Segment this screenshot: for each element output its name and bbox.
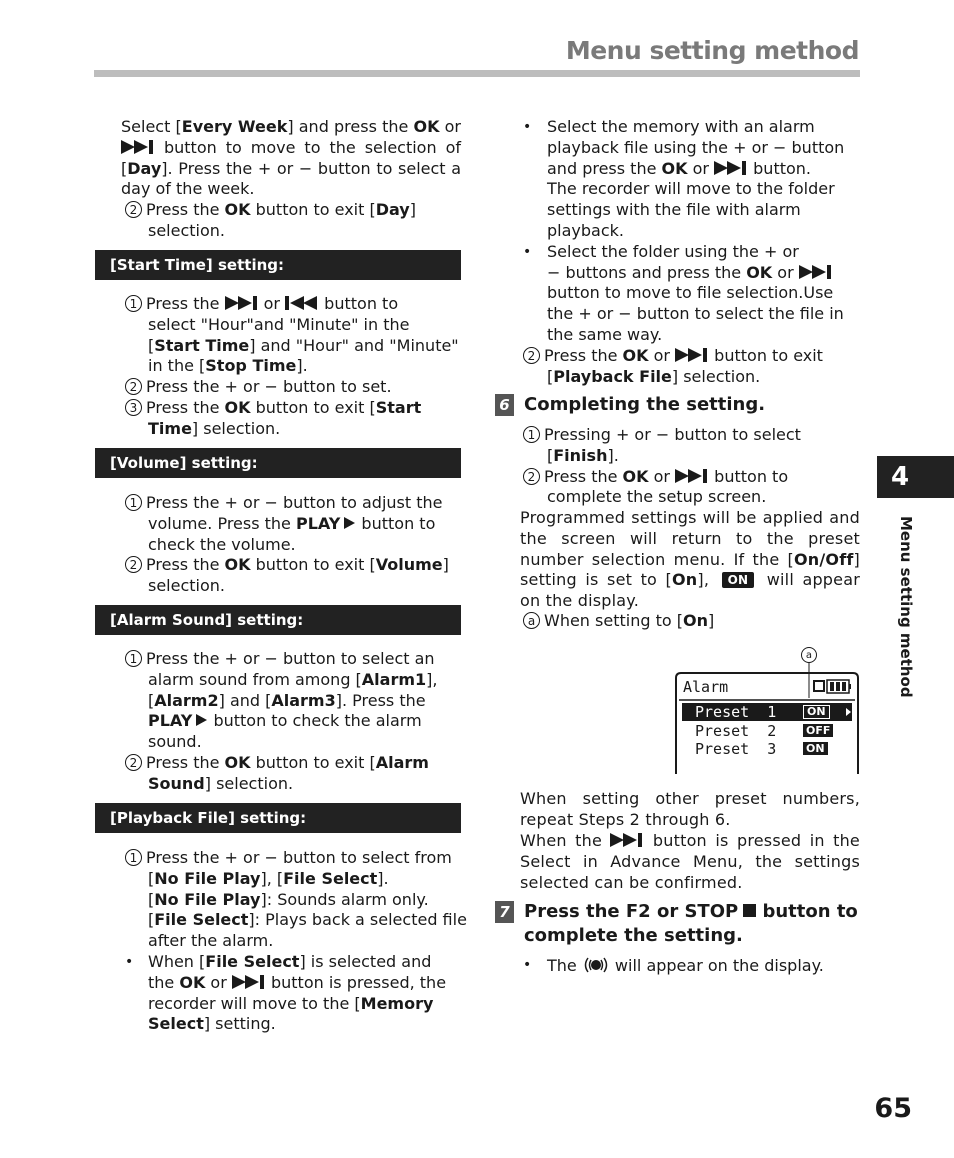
alarm-sound-steps: 1 Press the + or − button to select an alarm sound from among [Alarm1], [Alarm2] and [Alarm3]. Press the PLAY button to check the alarm sound. 2 Press the OK button to exit [Alarm Sound] selection.: [125, 649, 470, 795]
right-bullets: • Select the memory with an alarm playback file using the + or − button and press the OK or button. The recorder will move to the folder settings with the file with alarm playback. • Select the folder using the + or − buttons and press the OK or button to move to file selection.Use the + or − button to select the file in the same way. 2 Press the OK or button to exit [Playback File] selection.: [523, 117, 845, 386]
lcd-row-label: Preset 1: [695, 703, 777, 721]
start-time-steps: 1 Press the or button to select "Hour"and "Minute" in the [Start Time] and "Hour" and "Minute" in the [Stop Time]. 2 Press the + or − button to set. 3 Press the OK button to exit [Start Time] selection.: [125, 294, 470, 440]
volume-steps: 1 Press the + or − button to adjust the volume. Press the PLAY button to check the volume. 2 Press the OK button to exit [Volume] selection.: [125, 493, 470, 597]
step-6-paragraph: Programmed settings will be applied and the screen will return to the preset number selection menu. If the [On/Off] setting is set to [On], ON will appear on the display.: [520, 508, 860, 611]
play-icon: [344, 517, 356, 529]
playback-file-steps: 1 Press the + or − button to select from [No File Play], [File Select]. [No File Play]: Sounds alarm only. [File Select]: Plays back a selected file after the alarm.: [125, 848, 470, 952]
title-rule: [94, 70, 860, 77]
step-6-heading: Completing the setting.: [524, 394, 766, 415]
callout-a-marker: a: [801, 647, 817, 663]
lcd-row-label: Preset 3: [695, 740, 777, 758]
chapter-side-label: Menu setting method: [897, 516, 915, 698]
lcd-display: [675, 672, 859, 774]
bullet-dot: •: [523, 119, 532, 135]
alarm-icon: [582, 955, 610, 975]
bullet-dot: •: [523, 957, 532, 973]
chapter-tab: 4: [877, 456, 954, 498]
lcd-row-state: OFF: [803, 724, 833, 737]
lcd-row-state: ON: [803, 705, 830, 719]
forward-skip-icon: [714, 161, 748, 175]
forward-skip-icon: [610, 833, 644, 847]
play-icon: [196, 714, 208, 726]
intro-step-2: 2 Press the OK button to exit [Day] selection.: [125, 200, 465, 242]
section-playback-file-heading: [Playback File] setting:: [95, 803, 461, 833]
playback-file-bullet: • When [File Select] is selected and the OK or button is pressed, the recorder will move to the [Memory Select] setting.: [125, 952, 447, 1034]
callout-a-note: a When setting to [On]: [523, 611, 714, 632]
page-title: Menu setting method: [565, 36, 859, 65]
step-7-heading: Press the F2 or STOP button to complete the setting.: [524, 901, 858, 946]
section-alarm-sound-heading: [Alarm Sound] setting:: [95, 605, 461, 635]
bullet-dot: •: [523, 243, 532, 260]
lcd-row-label: Preset 2: [695, 722, 777, 740]
stop-icon: [743, 904, 756, 917]
section-volume-heading: [Volume] setting:: [95, 448, 461, 478]
forward-skip-icon: [675, 469, 709, 483]
forward-skip-icon: [799, 265, 833, 279]
lcd-row-state: ON: [803, 742, 828, 755]
step-7-bullet: • The will appear on the display.: [523, 956, 824, 975]
on-indicator-icon: ON: [722, 572, 755, 588]
forward-skip-icon: [121, 140, 155, 154]
section-start-time-heading: [Start Time] setting:: [95, 250, 461, 280]
forward-skip-icon: [232, 975, 266, 989]
forward-skip-icon: [225, 296, 259, 310]
step-6-substeps: 1 Pressing + or − button to select [Finish]. 2 Press the OK or button to complete the setup screen.: [523, 425, 863, 508]
bullet-dot: •: [125, 954, 134, 970]
after-lcd-paragraph-1: When setting other preset numbers, repeat Steps 2 through 6.: [520, 789, 860, 829]
page-number: 65: [874, 1093, 912, 1124]
lcd-title: Alarm: [683, 678, 729, 696]
forward-skip-icon: [675, 348, 709, 362]
rewind-skip-icon: [285, 296, 319, 310]
after-lcd-paragraph-2: When the button is pressed in the Select in Advance Menu, the settings selected can be confirmed.: [520, 831, 860, 892]
step-6-number: 6: [495, 394, 514, 416]
step-7-number: 7: [495, 901, 514, 923]
intro-paragraph: Select [Every Week] and press the OK or button to move to the selection of [Day]. Press the + or − button to select a day of the week.: [121, 117, 462, 199]
